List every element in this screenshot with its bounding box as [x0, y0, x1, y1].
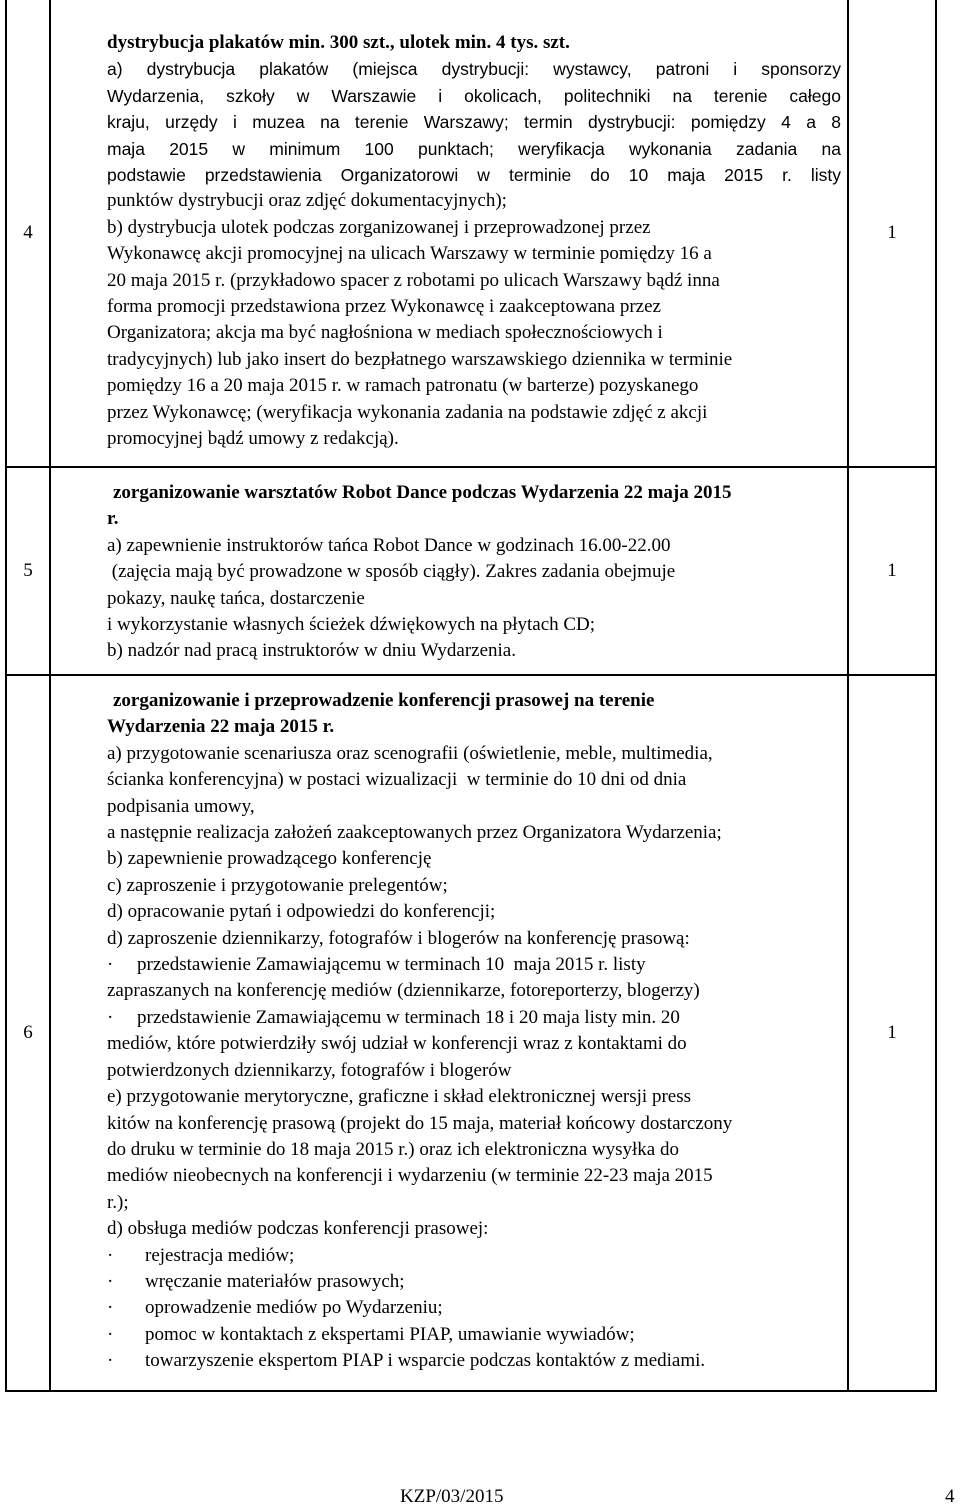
bullet-mark: · [107, 1244, 114, 1266]
row-description [50, 467, 848, 675]
text-line: a) dystrybucja plakatów (miejsca dystrybucji: wystawcy, patroni i sponsorzy [107, 59, 841, 80]
list-item-text: wręczanie materiałów prasowych; [145, 1270, 405, 1292]
text-line: Wydarzenia, szkoły w Warszawie i okolicach, politechniki na terenie całego [107, 85, 841, 106]
row-quantity: 1 [848, 675, 936, 1391]
text-line: tradycyjnych) lub jako insert do bezpłatnego warszawskiego dziennika w terminie [107, 348, 733, 370]
table-row [6, 0, 936, 467]
text-line: b) nadzór nad pracą instruktorów w dniu Wydarzenia. [107, 640, 516, 662]
row-title-cont: Wydarzenia 22 maja 2015 r. [107, 716, 335, 738]
list-item-text: przedstawienie Zamawiającemu w terminach 18 i 20 maja listy min. 20 [137, 1006, 680, 1028]
text-line: podpisania umowy, [107, 795, 255, 817]
list-item-text: towarzyszenie ekspertom PIAP i wsparcie podczas kontaktów z mediami. [145, 1350, 706, 1372]
list-item [107, 952, 841, 978]
table-row [6, 675, 936, 1391]
text-line: d) zaproszenie dziennikarzy, fotografów i blogerów na konferencję prasową: [107, 927, 690, 949]
text-line: Organizatora; akcja ma być nagłośniona w mediach społecznościowych i [107, 322, 663, 344]
text-line: podstawie przedstawienia Organizatorowi w terminie do 10 maja 2015 r. listy [107, 165, 841, 186]
text-line: punktów dystrybucji oraz zdjęć dokumentacyjnych); [107, 190, 507, 212]
text-line: a następnie realizacja założeń zaakceptowanych przez Organizatora Wydarzenia; [107, 822, 722, 844]
text-line: maja 2015 w minimum 100 punktach; weryfikacja wykonania zadania na [107, 138, 841, 159]
row-quantity: 1 [848, 0, 936, 467]
row-number: 6 [6, 675, 50, 1391]
table-row [6, 467, 936, 675]
list-item [107, 1322, 841, 1348]
text-line: mediów nieobecnych na konferencji i wydarzeniu (w terminie 22-23 maja 2015 [107, 1165, 713, 1187]
row-number: 5 [6, 467, 50, 675]
text-line: a) zapewnienie instruktorów tańca Robot Dance w godzinach 16.00-22.00 [107, 534, 671, 556]
document-code: KZP/03/2015 [400, 1486, 504, 1507]
row-description [50, 675, 848, 1391]
list-item [107, 1269, 841, 1295]
page-number: 4 [945, 1486, 955, 1507]
text-line: promocyjnej bądź umowy z redakcją). [107, 428, 399, 450]
bullet-mark: · [107, 1350, 114, 1372]
text-line: do druku w terminie do 18 maja 2015 r.) oraz ich elektroniczna wysyłka do [107, 1138, 679, 1160]
bullet-mark: · [107, 1323, 114, 1345]
text-line: d) opracowanie pytań i odpowiedzi do konferencji; [107, 901, 496, 923]
row-quantity: 1 [848, 467, 936, 675]
list-item [107, 1295, 841, 1321]
text-line: kitów na konferencję prasową (projekt do 15 maja, materiał końcowy dostarczony [107, 1112, 733, 1134]
bullet-mark: · [107, 954, 114, 976]
text-line: d) obsługa mediów podczas konferencji prasowej: [107, 1218, 489, 1240]
row-title-cont: r. [107, 508, 119, 530]
text-line: zapraszanych na konferencję mediów (dziennikarze, fotoreporterzy, blogerzy) [107, 980, 700, 1002]
text-line: pomiędzy 16 a 20 maja 2015 r. w ramach patronatu (w barterze) pozyskanego [107, 375, 699, 397]
text-line: Wykonawcę akcji promocyjnej na ulicach Warszawy w terminie pomiędzy 16 a [107, 243, 712, 265]
bullet-mark: · [107, 1270, 114, 1292]
list-item [107, 1243, 841, 1269]
requirements-table [5, 0, 937, 1390]
row-description [50, 0, 848, 467]
list-item-text: przedstawienie Zamawiającemu w terminach 10 maja 2015 r. listy [137, 954, 646, 976]
row-title: dystrybucja plakatów min. 300 szt., ulotek min. 4 tys. szt. [107, 32, 570, 53]
text-line: b) zapewnienie prowadzącego konferencję [107, 848, 432, 870]
text-line: i wykorzystanie własnych ścieżek dźwiękowych na płytach CD; [107, 614, 596, 636]
text-line: e) przygotowanie merytoryczne, graficzne i skład elektronicznej wersji press [107, 1086, 691, 1108]
text-line: r.); [107, 1191, 129, 1213]
list-item [107, 1348, 841, 1374]
bullet-mark: · [107, 1006, 114, 1028]
text-line: c) zaproszenie i przygotowanie prelegentów; [107, 874, 448, 896]
list-item [107, 1005, 841, 1031]
text-line: ścianka konferencyjna) w postaci wizualizacji w terminie do 10 dni od dnia [107, 769, 687, 791]
text-line: forma promocji przedstawiona przez Wykonawcę i zaakceptowana przez [107, 296, 661, 318]
text-line: pokazy, naukę tańca, dostarczenie [107, 587, 365, 609]
list-item-text: rejestracja mediów; [145, 1244, 295, 1266]
row-title: zorganizowanie i przeprowadzenie konferencji prasowej na terenie [113, 690, 655, 711]
text-line: 20 maja 2015 r. (przykładowo spacer z robotami po ulicach Warszawy bądź inna [107, 269, 720, 291]
list-item-text: oprowadzenie mediów po Wydarzeniu; [145, 1297, 443, 1319]
text-line: a) przygotowanie scenariusza oraz scenografii (oświetlenie, meble, multimedia, [107, 742, 713, 764]
page-footer [0, 1486, 960, 1510]
bullet-mark: · [107, 1297, 114, 1319]
row-title: zorganizowanie warsztatów Robot Dance podczas Wydarzenia 22 maja 2015 [113, 482, 732, 503]
list-item-text: pomoc w kontaktach z ekspertami PIAP, umawianie wywiadów; [145, 1323, 635, 1345]
text-line: mediów, które potwierdziły swój udział w konferencji wraz z kontaktami do [107, 1033, 687, 1055]
row-number: 4 [6, 0, 50, 467]
text-line: (zajęcia mają być prowadzone w sposób ciągły). Zakres zadania obejmuje [107, 561, 676, 583]
text-line: b) dystrybucja ulotek podczas zorganizowanej i przeprowadzonej przez [107, 216, 651, 238]
text-line: kraju, urzędy i muzea na terenie Warszawy; termin dystrybucji: pomiędzy 4 a 8 [107, 112, 841, 133]
text-line: potwierdzonych dziennikarzy, fotografów i blogerów [107, 1059, 512, 1081]
text-line: przez Wykonawcę; (weryfikacja wykonania zadania na podstawie zdjęć z akcji [107, 401, 708, 423]
